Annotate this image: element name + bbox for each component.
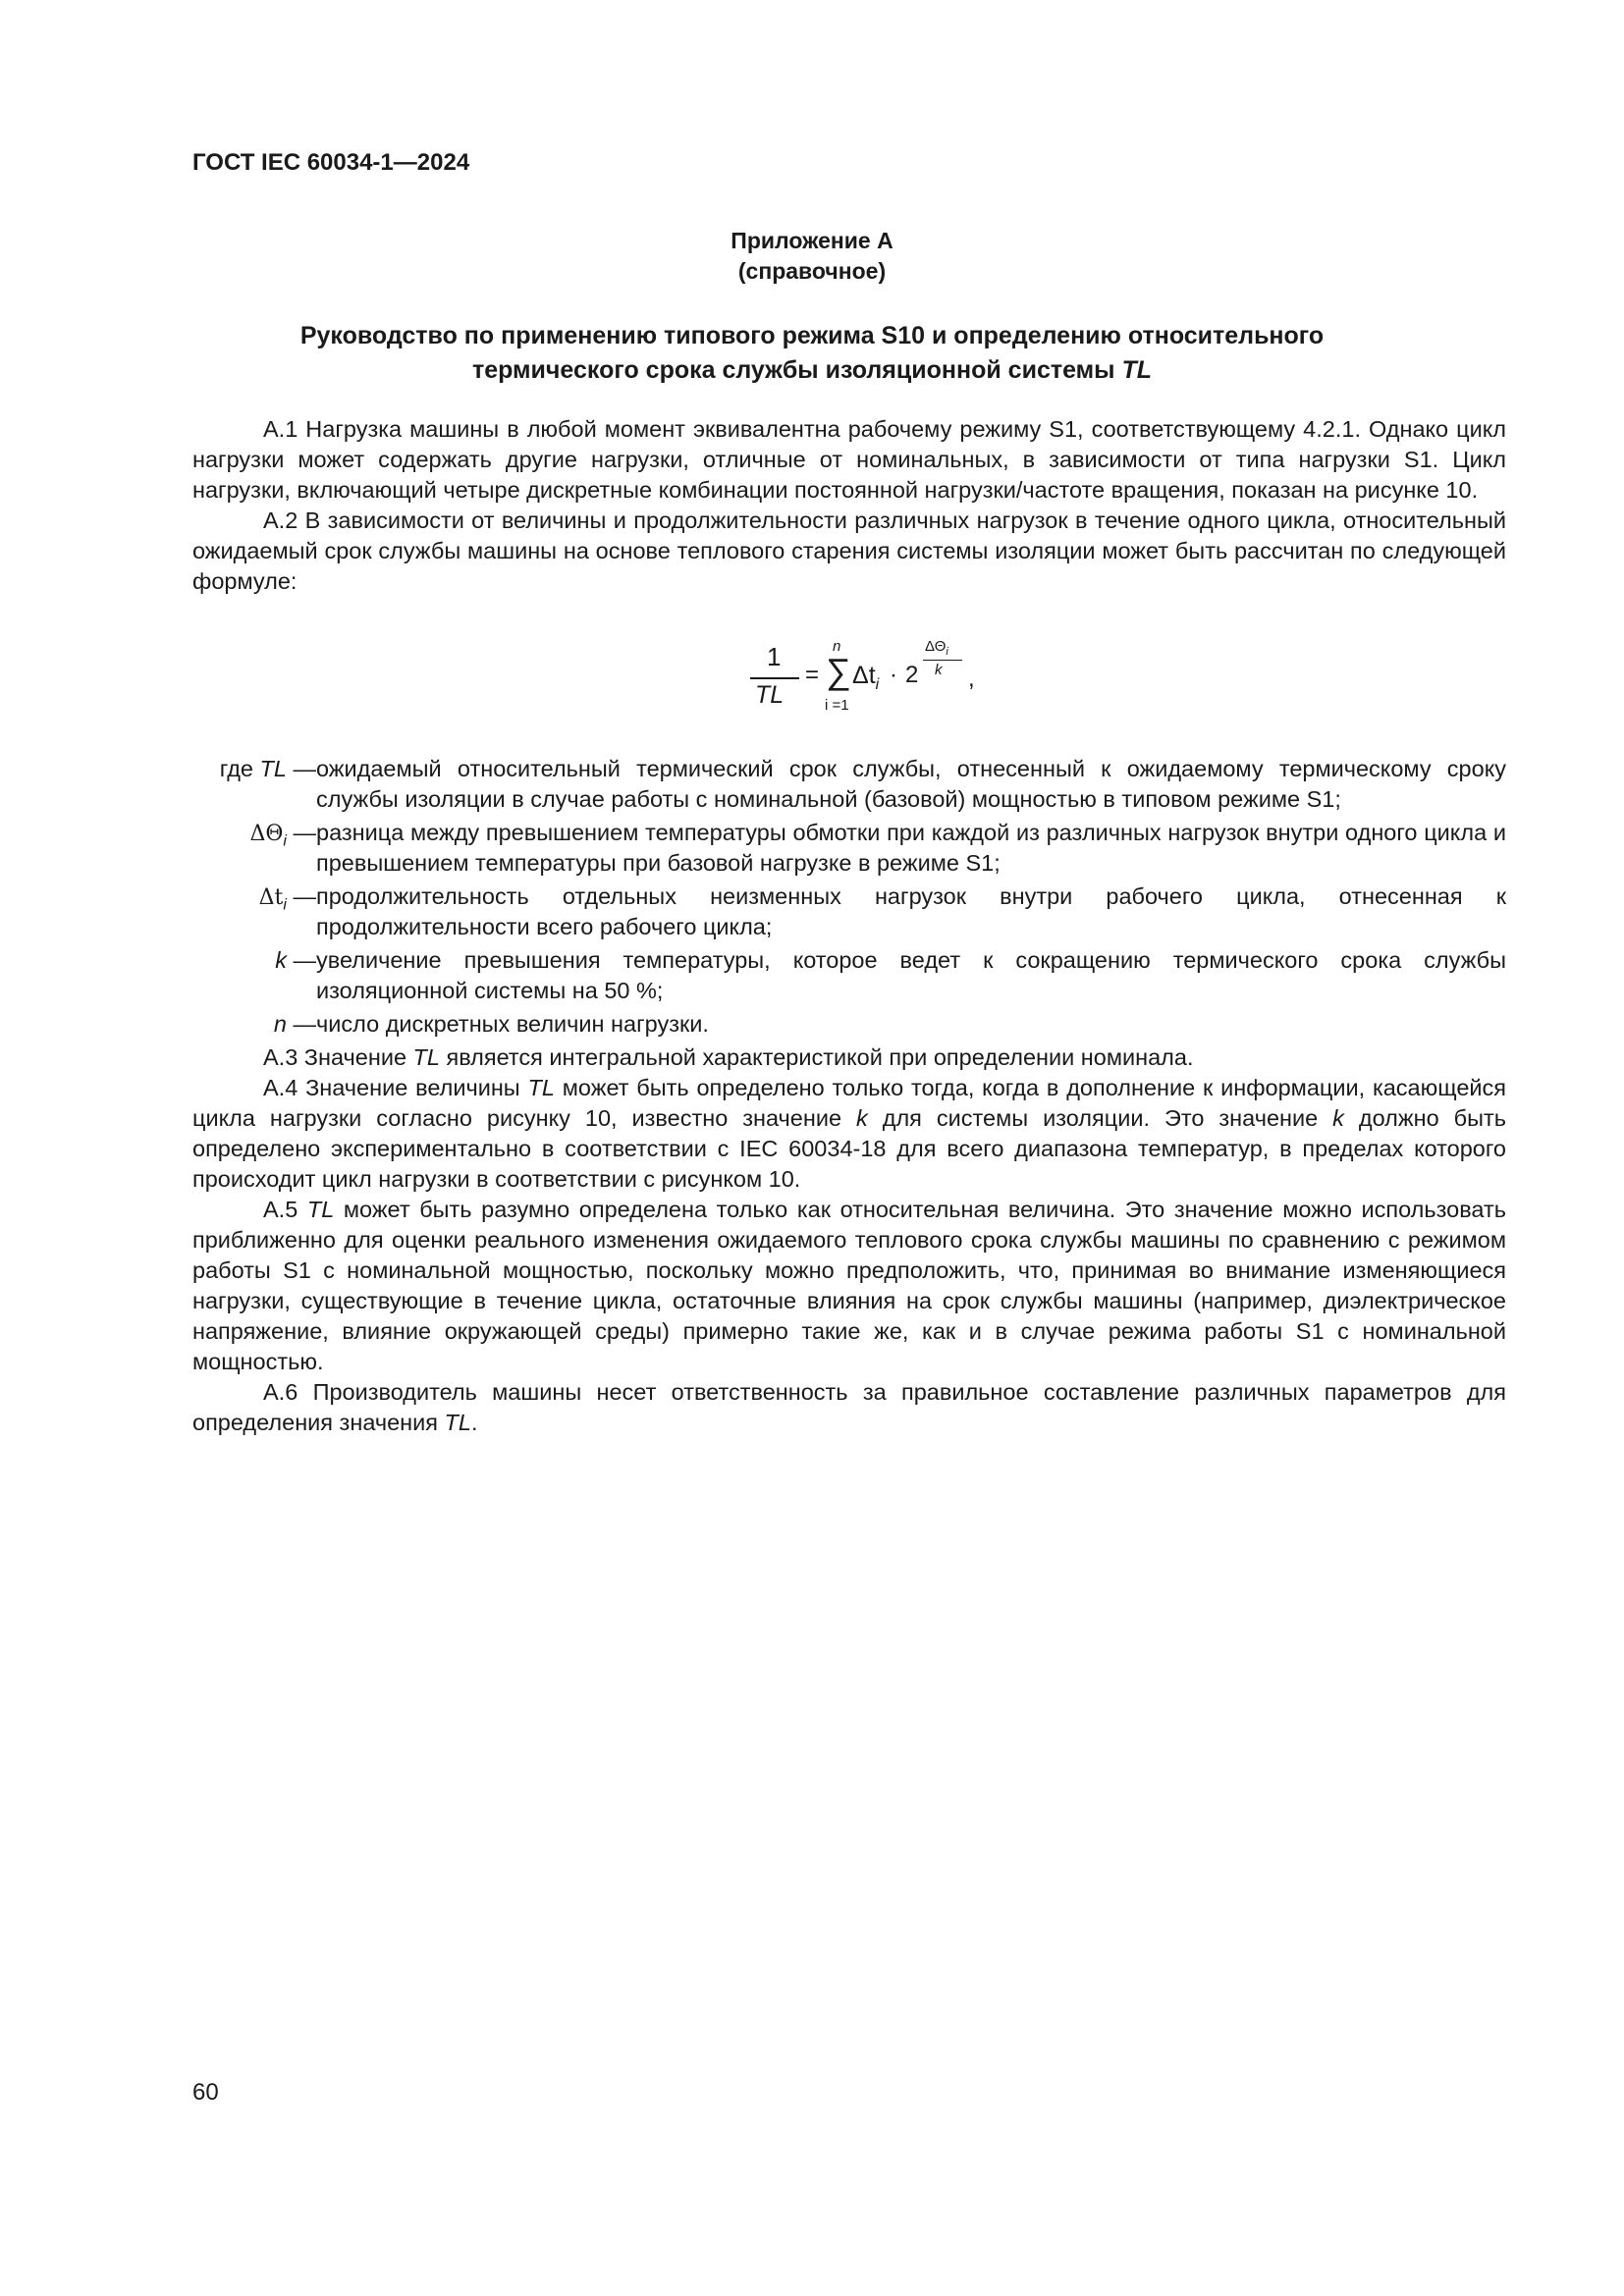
a4-symbol-k: k [856,1105,868,1131]
definition-term [192,818,316,857]
definition-dash: — [286,883,316,909]
paragraph-a2: А.2 В зависимости от величины и продолжительности различных нагрузок в течение одного цикла, относительный ожидаемый срок службы машины на основе теплового старения системы изоляции может быть рассчитан по следующей формуле: [192,507,1506,594]
paragraph-a4 [192,1073,1506,1195]
definition-text: ожидаемый относительный термический срок службы, отнесенный к ожидаемому термическому сроку службы изоляции в случае работы с номинальной (базовой) мощностью в типовом режиме S1; [316,756,1506,812]
formula-equals: = [805,662,820,688]
definition-term [192,881,316,921]
definition-sub: i [283,896,287,914]
page-number: 60 [192,2079,219,2106]
formula-term-delta-t: Δt [852,662,876,689]
paragraph-a6 [192,1377,1506,1438]
definition-term [192,754,316,784]
title-line-1: Руководство по применению типового режима S10 и определению относительного [299,322,1325,349]
definition-text: увеличение превышения температуры, которое ведет к сокращению термического срока службы изоляционной системы на 50 %; [316,947,1506,1003]
formula-denominator: TL [755,681,785,709]
formula-fraction-bar [750,677,799,679]
formula-exp-denominator: k [935,662,943,678]
definition-sub: i [283,832,287,850]
title-line-2-text: термического срока службы изоляционной системы [471,356,1122,384]
document-code: ГОСТ IEC 60034-1—2024 [192,149,470,176]
definition-symbol: ΔΘ [249,822,284,846]
appendix-label: Приложение А [731,228,893,253]
paragraph-a5 [192,1195,1506,1377]
definition-dash: — [286,947,316,973]
formula-lower-limit: i =1 [825,697,849,714]
a4-text-1: А.4 Значение величины [263,1075,528,1100]
formula-exp-sub: i [946,646,948,658]
formula-exp-numerator [925,638,948,658]
definition-text: продолжительность отдельных неизменных нагрузок внутри рабочего цикла, отнесенная к продолжительности всего рабочего цикла; [316,883,1506,939]
formula-exp-bar [923,660,962,661]
definition-symbol: k [275,947,287,973]
a4-text-4: должно быть определено экспериментально в соответствии с IEC 60034-18 для всего диапазона температур, в пределах которого происходит цикл нагрузки в соответствии с рисунком 10. [192,1105,1506,1192]
intro-paragraphs [192,414,1506,597]
formula-exp-delta-theta: ΔΘ [925,638,947,655]
definition-dash: — [286,820,316,845]
a6-text-end: . [470,1410,478,1435]
a4-text-3: для системы изоляции. Это значение [867,1105,1333,1131]
formula-term-sub: i [875,676,880,693]
a5-text-2: может быть разумно определена только как относительная величина. Это значение можно использовать приближенно для оценки реального изменения ожидаемого теплового срока службы машины по сравнению с режимом работы S1 с номинальной мощностью, поскольку можно предположить, что, принимая во внимание изменяющиеся нагрузки, существующие в течение цикла, остаточные влияния на срок службы машины (например, диэлектрическое напряжение, влияние окружающей среды) примерно такие же, как и в случае режима работы S1 с номинальной мощностью. [192,1197,1506,1374]
a3-text: А.3 Значение [263,1044,413,1070]
definition-dash: — [286,1011,316,1037]
definition-symbol: n [273,1011,287,1037]
formula-numerator: 1 [767,642,782,671]
definition-dash: — [286,756,316,781]
definitions-list [192,754,1506,1438]
formula-base: 2 [905,662,919,688]
title-symbol-tl: TL [1121,356,1153,384]
a6-text-1: А.6 Производитель машины несет ответственность за правильное составление различных параметров для определения значения [192,1379,1506,1435]
tl-formula [742,638,978,726]
definition-item [192,881,1506,942]
definition-symbol: Δt [258,885,284,910]
formula-comma: , [968,666,975,692]
paragraph-a1: А.1 Нагрузка машины в любой момент эквивалентна рабочему режиму S1, соответствующему 4.2.1. Однако цикл нагрузки может содержать другие нагрузки, отличные от номинальных, в зависимости от типа нагрузки S1. Цикл нагрузки, включающий четыре дискретные комбинации постоянной нагрузки/частоте вращения, показан на рисунке 10. [192,416,1506,503]
definition-text: число дискретных величин нагрузки. [316,1011,709,1037]
a4-symbol-k-2: k [1332,1105,1344,1131]
a4-symbol-tl: TL [527,1075,555,1100]
definition-symbol: TL [259,756,287,781]
definition-item [192,818,1506,879]
definition-term [192,1009,316,1040]
formula-upper-limit: n [833,638,841,655]
paragraph-a3 [192,1042,1506,1073]
definition-item [192,754,1506,815]
definition-term [192,945,316,976]
formula-dot: · [890,662,897,688]
formula-sum-sign: ∑ [826,651,851,691]
a6-symbol-tl: TL [444,1410,471,1435]
definition-item [192,1009,1506,1040]
a3-symbol: TL [412,1044,440,1070]
a5-symbol-tl: TL [306,1197,335,1222]
definition-item [192,945,1506,1006]
title-line-2 [245,353,1379,388]
definition-prefix: где [219,756,260,781]
appendix-type: (справочное) [737,258,887,284]
appendix-title [245,319,1379,388]
formula-term [852,662,879,694]
definition-text: разница между превышением температуры обмотки при каждой из различных нагрузок внутри одного цикла и превышением температуры при базовой нагрузке в режиме S1; [316,820,1506,876]
a4-text-2: может быть определено только тогда, когда в дополнение к информации, касающейся цикла нагрузки согласно рисунку 10, известно значение [192,1075,1506,1131]
a3-text-end: является интегральной характеристикой при определении номинала. [439,1044,1194,1070]
a5-text-1: А.5 [263,1197,307,1222]
appendix-heading [0,226,1624,287]
